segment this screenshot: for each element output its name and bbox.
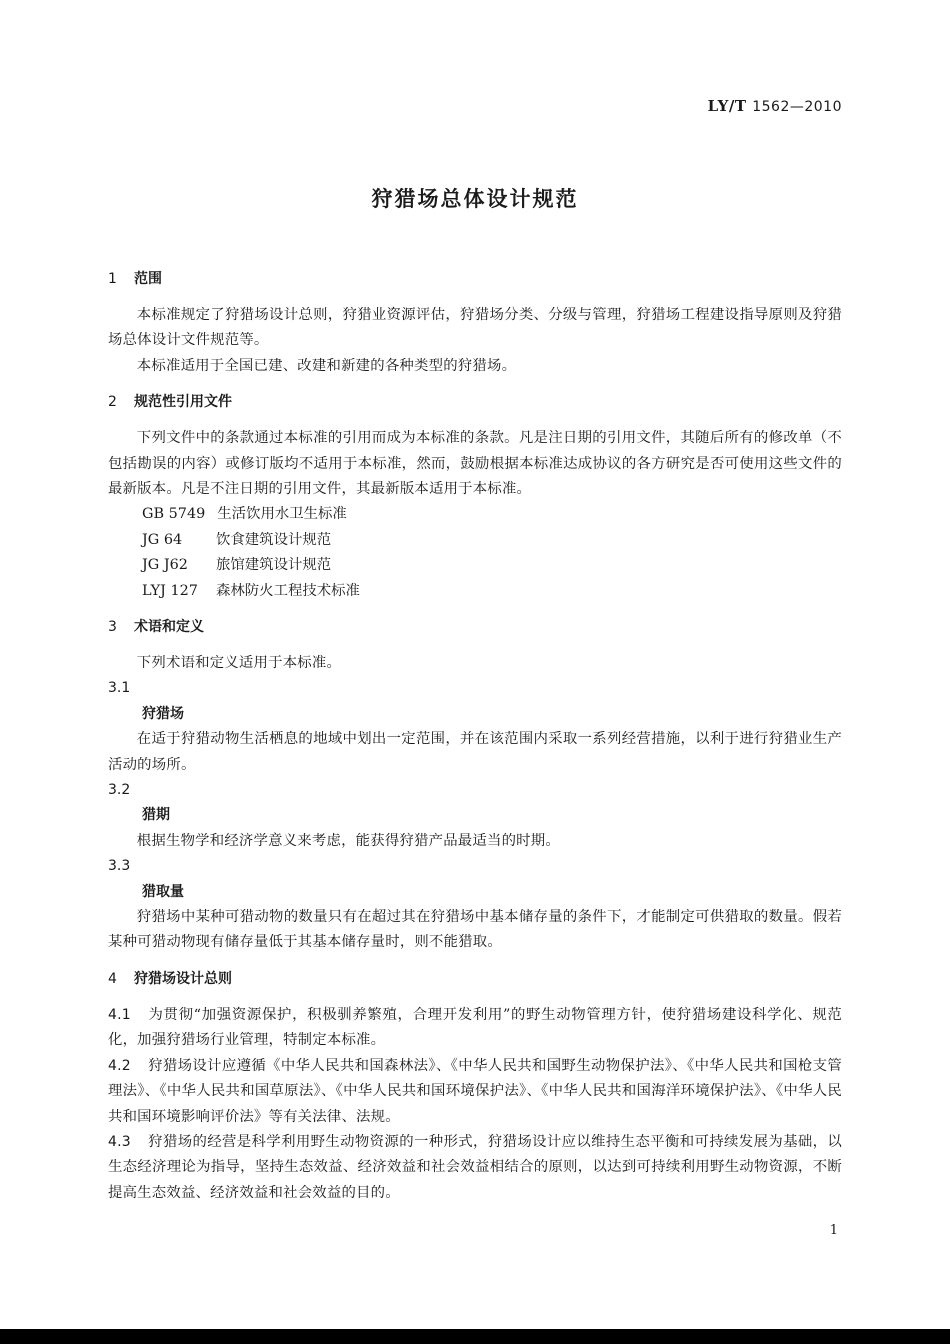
reference-name: 旅馆建筑设计规范 <box>216 557 332 574</box>
section-number: 2 <box>108 394 117 411</box>
document-title: 狩猎场总体设计规范 <box>371 187 579 211</box>
clause-number: 4.1 <box>108 1006 131 1023</box>
reference-item <box>108 553 842 578</box>
clause-number: 4.3 <box>108 1133 131 1150</box>
page-number: 1 <box>829 1223 838 1238</box>
term-name: 猎取量 <box>142 883 184 900</box>
term-definition: 在适于狩猎动物生活栖息的地域中划出一定范围，并在该范围内采取一系列经营措施，以利于进行狩猎业生产活动的场所。 <box>108 731 842 773</box>
paragraph: 本标准规定了狩猎场设计总则，狩猎业资源评估，狩猎场分类、分级与管理，狩猎场工程建设指导原则及狩猎场总体设计文件规范等。 <box>108 307 842 349</box>
reference-code: JG 64 <box>142 531 183 548</box>
section-heading-terms <box>108 614 842 640</box>
term-number: 3.1 <box>108 680 131 697</box>
clause-number: 4.2 <box>108 1057 131 1074</box>
term-number: 3.3 <box>108 858 131 875</box>
reference-name: 森林防火工程技术标准 <box>216 582 360 599</box>
term-number: 3.2 <box>108 782 131 799</box>
reference-item <box>108 528 842 553</box>
paragraph: 下列文件中的条款通过本标准的引用而成为本标准的条款。凡是注日期的引用文件，其随后所有的修改单（不包括勘误的内容）或修订版均不适用于本标准，然而，鼓励根据本标准达成协议的各方研究是否可使用这些文件的最新版本。凡是不注日期的引用文件，其最新版本适用于本标准。 <box>108 430 842 498</box>
reference-name: 饮食建筑设计规范 <box>216 531 332 548</box>
reference-item <box>108 579 842 604</box>
section-heading-normative-references <box>108 389 842 415</box>
term-name: 猎期 <box>142 807 170 824</box>
section-heading-general-principles <box>108 966 842 992</box>
standard-number: 1562—2010 <box>752 99 842 115</box>
term-definition: 狩猎场中某种可猎动物的数量只有在超过其在狩猎场中基本储存量的条件下，才能制定可供猎取的数量。假若某种可猎动物现有储存量低于其基本储存量时，则不能猎取。 <box>108 909 842 951</box>
section-heading-scope <box>108 266 842 292</box>
reference-code: GB 5749 <box>142 506 206 523</box>
section-title: 规范性引用文件 <box>134 394 232 411</box>
paragraph: 本标准适用于全国已建、改建和新建的各种类型的狩猎场。 <box>136 357 517 374</box>
section-title: 术语和定义 <box>134 619 204 636</box>
clause <box>108 1003 842 1054</box>
reference-name: 生活饮用水卫生标准 <box>217 506 347 523</box>
section-title: 范围 <box>134 271 162 287</box>
section-title: 狩猎场设计总则 <box>134 970 232 987</box>
standard-code <box>708 97 842 115</box>
paragraph: 下列术语和定义适用于本标准。 <box>136 655 342 672</box>
clause-text: 为贯彻“加强资源保护，积极驯养繁殖，合理开发利用”的野生动物管理方针，使狩猎场建设科学化、规范化，加强狩猎场行业管理，特制定本标准。 <box>108 1006 842 1049</box>
clause <box>108 1054 842 1130</box>
clause-text: 狩猎场设计应遵循《中华人民共和国森林法》、《中华人民共和国野生动物保护法》、《中华人民共和国枪支管理法》、《中华人民共和国草原法》、《中华人民共和国环境保护法》、《中华人民共和国海洋环境保护法》、《中华人民共和国环境影响评价法》等有关法律、法规。 <box>108 1057 842 1125</box>
standard-prefix: LY/T <box>707 97 747 115</box>
section-number: 1 <box>108 271 117 287</box>
reference-item <box>108 502 842 527</box>
section-number: 4 <box>108 970 117 987</box>
term-definition: 根据生物学和经济学意义来考虑，能获得狩猎产品最适当的时期。 <box>136 832 560 849</box>
reference-code: JG J62 <box>142 557 188 574</box>
clause <box>108 1130 842 1206</box>
document-body <box>108 266 842 1206</box>
page-bottom-edge <box>0 1329 950 1344</box>
term-name: 狩猎场 <box>142 705 184 722</box>
section-number: 3 <box>108 619 117 636</box>
clause-text: 狩猎场的经营是科学利用野生动物资源的一种形式，狩猎场设计应以维持生态平衡和可持续发展为基础，以生态经济理论为指导，坚持生态效益、经济效益和社会效益相结合的原则，以达到可持续利用野生动物资源，不断提高生态效益、经济效益和社会效益的目的。 <box>108 1133 842 1201</box>
reference-code: LYJ 127 <box>142 582 198 599</box>
